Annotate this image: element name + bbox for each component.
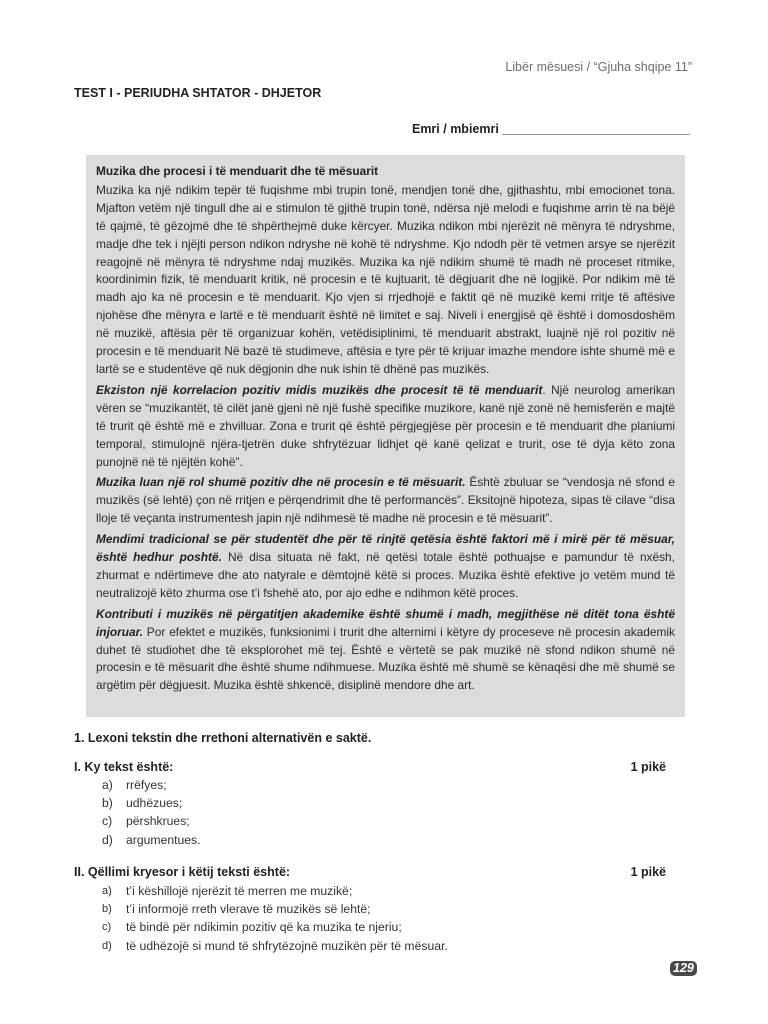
question-1-header <box>74 760 666 774</box>
question-2-points: 1 pikë <box>630 865 666 879</box>
reading-passage <box>86 155 685 717</box>
question-1-label: I. Ky tekst është: <box>74 760 174 774</box>
paragraph-5-text: Por efektet e muzikës, funksionimi i trurit dhe alternimi i këtyre dy proceseve në procesin akademik duhet të studiohet dhe të eksplorohet më tej. Është e vërtetë se pak muzikë në sfond ndikon shumë në procesin e të mësuarit dhe është shume ndihmuese. Muzika është më shumë se kënaqësi dhe më shumë se argëtim për dëgjuesit. Muzika është shkencë, disiplinë mendore dhe art. <box>96 624 675 693</box>
paragraph-4-text: Në disa situata në fakt, në qetësi totale është pothuajse e pamundur të nxësh, zhurmat e ndërtimeve dhe ato natyrale e dëmtojnë këtë si proces. Muzika është efektive jo vetëm mund të neutralizojë këto zhurma ose t’i fshehë ato, por ajo edhe e ndihmon këtë proces. <box>96 550 675 600</box>
question-2-label: II. Qëllimi kryesor i këtij teksti është: <box>74 865 291 879</box>
name-field-line: Emri / mbiemri ___________________________ <box>411 122 690 136</box>
passage-paragraph-3 <box>96 474 675 528</box>
option-d[interactable]: d) të udhëzojë si mund të shfrytëzojnë muzikën për të mësuar. <box>102 938 448 953</box>
option-d[interactable]: d) argumentues. <box>102 832 201 847</box>
paragraph-2-lead: Ekziston një korrelacion pozitiv midis muzikës dhe procesit të të menduarit <box>96 382 543 397</box>
page-number: 129 <box>670 961 697 976</box>
option-c[interactable]: c) përshkrues; <box>102 814 190 829</box>
question-1-options <box>102 776 201 849</box>
question-2-options <box>102 882 448 955</box>
passage-paragraph-2 <box>96 382 675 472</box>
paragraph-5-lead: Kontributi i muzikës në përgatitjen akademike është shumë i madh, megjithëse në ditët tona është injoruar. <box>96 606 675 639</box>
option-b[interactable]: b) t’i informojë rreth vlerave të muzikës së lehtë; <box>102 902 371 917</box>
paragraph-3-text: Është zbuluar se “vendosja në sfond e muzikës (së lehtë) çon në rritjen e përqendrimit dhe të performancës”. Eksitojnë hipoteza, sipas të cilave “disa lloje të veçanta instrumentesh japin një ndihmesë të madhe në procesin e të mësuarit”. <box>96 475 675 526</box>
question-1-points: 1 pikë <box>630 760 666 774</box>
passage-title: Muzika dhe procesi i të menduarit dhe të mësuarit <box>96 164 379 178</box>
paragraph-2-text: . Një neurolog amerikan vëren se “muzikantët, të cilët janë gjeni në një fushë specifike muzikore, kanë një zonë në hemisferën e majtë të trurit që është më e zhvilluar. Zona e trurit që është përgjegjëse për procesin e të menduarit dhe planiumi temporal, stimulojnë njëra-tjetrën duke shfrytëzuar lidhjet që kanë qelizat e trurit, ose të dyja këto zona punojnë në të njëjtën kohë”. <box>96 382 675 469</box>
book-header: Libër mësuesi / “Gjuha shqipe 11” <box>505 60 692 74</box>
task-title: 1. Lexoni tekstin dhe rrethoni alternativën e saktë. <box>74 731 372 745</box>
option-c[interactable]: c) të bindë për ndikimin pozitiv që ka muzika te njeriu; <box>102 920 402 935</box>
passage-paragraph-1: Muzika ka një ndikim tepër të fuqishme mbi trupin tonë, mendjen tonë dhe, gjithashtu, mbi emocionet tona. Mjafton vetëm një tingull dhe ai e stimulon të gjithë trupin tonë, ndërsa një melodi e fuqishme arrin të na bëjë të qajmë, të gëzojmë dhe të shpërthejmë duke kërcyer. Muzika ndikon mbi njerëzit në mënyra të ndryshme, madje dhe tek i njëjti person ndikon ndryshe në kohë të ndryshme. Kjo ndodh për të vetmen arsye se njerëzit reagojnë në mënyra të ndryshme ndaj muzikës. Muzika ka një ndikim shumë të madh në proceset ritmike, koordinimin fizik, të menduarit kritik, në procesin e të kujtuarit, të dëgjuarit dhe në logjikë. Por ndikim më të madh ajo ka në procesin e të menduarit. Kjo vjen si rrjedhojë e faktit që në muzikë kemi rritje të aftësive njohëse dhe mënyra e lartë e të menduarit është në limitet e saj. Niveli i energjisë që është i domosdoshëm në muzikë, aftësia për të organizuar kohën, vetëdisiplinimi, të menduarit abstrakt, luajnë një rol pozitiv në procesin e të menduarit Në bazë të studimeve, aftësia e tyre për të krijuar imazhe mendore ishte shumë më e lartë se e studentëve që nuk dëgjonin dhe nuk ishin të dhënë pas muzikës. <box>96 182 675 376</box>
paragraph-4-lead: Mendimi tradicional se për studentët dhe për të rinjtë qetësia është faktori më i mirë për të mësuar, është hedhur poshtë. <box>96 532 675 565</box>
test-title: TEST I - PERIUDHA SHTATOR - DHJETOR <box>74 86 322 100</box>
passage-paragraph-4 <box>96 531 675 603</box>
paragraph-3-lead: Muzika luan një rol shumë pozitiv dhe në procesin e të mësuarit. <box>96 475 466 490</box>
question-2-header <box>74 865 666 879</box>
option-b[interactable]: b) udhëzues; <box>102 796 183 811</box>
option-a[interactable]: a) rrëfyes; <box>102 778 167 792</box>
passage-paragraph-5 <box>96 606 675 696</box>
option-a[interactable]: a) t’i këshillojë njerëzit të merren me muzikë; <box>102 884 353 898</box>
